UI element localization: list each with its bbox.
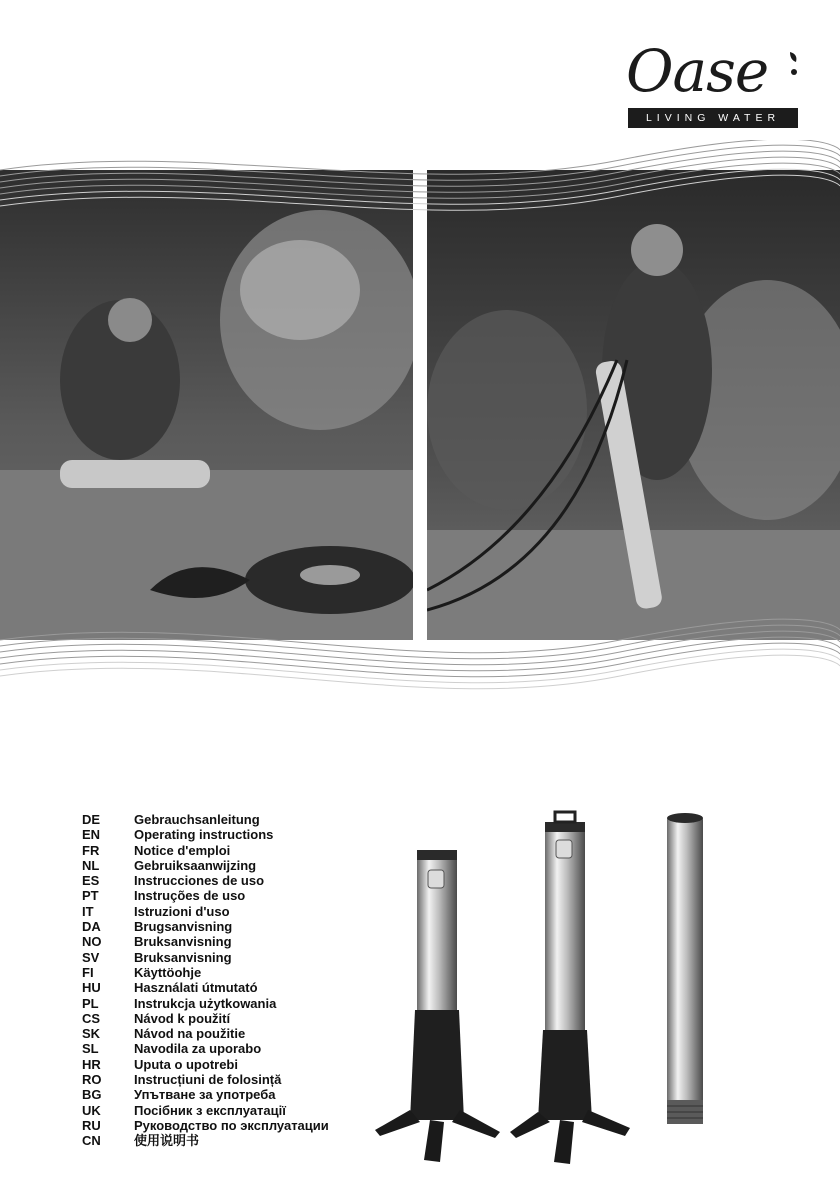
- language-row-es: [82, 873, 402, 888]
- language-code: CS: [82, 1010, 101, 1026]
- language-label: Notice d'emploi: [134, 842, 231, 858]
- language-code: SL: [82, 1041, 99, 1057]
- language-code: DE: [82, 812, 101, 827]
- language-row-nl: [82, 858, 402, 873]
- pump-illustrations: [360, 810, 720, 1170]
- language-row-no: [82, 934, 402, 949]
- language-label: Instrucțiuni de folosință: [134, 1072, 282, 1088]
- language-row-ru: [82, 1118, 402, 1133]
- language-code: BG: [82, 1087, 102, 1103]
- language-code: RO: [82, 1072, 102, 1088]
- language-label: Használati útmutató: [134, 980, 258, 996]
- language-label: Uputa o upotrebi: [134, 1056, 238, 1072]
- language-label: Руководство по эксплуатации: [134, 1117, 329, 1133]
- language-row-fr: [82, 843, 402, 858]
- language-row-da: [82, 919, 402, 934]
- language-label: Návod na použitie: [134, 1026, 246, 1042]
- language-row-de: [82, 812, 402, 827]
- language-label: Instrukcja użytkowania: [134, 995, 277, 1011]
- language-row-en: [82, 827, 402, 842]
- language-label: Bruksanvisning: [134, 934, 232, 950]
- language-label: Упътване за употреба: [134, 1087, 276, 1103]
- language-row-ro: [82, 1072, 402, 1087]
- language-code: SK: [82, 1026, 101, 1042]
- language-code: ES: [82, 873, 100, 889]
- language-row-cs: [82, 1011, 402, 1026]
- decorative-waves: [0, 140, 840, 710]
- language-code: NO: [82, 934, 102, 950]
- language-code: IT: [82, 903, 94, 919]
- language-label: Navodila za uporabo: [134, 1041, 262, 1057]
- language-row-pl: [82, 996, 402, 1011]
- language-row-hr: [82, 1057, 402, 1072]
- pump-tall-bare: [667, 813, 703, 1124]
- language-label: Gebruiksaanwijzing: [134, 857, 257, 873]
- language-code: FR: [82, 842, 100, 858]
- language-row-sl: [82, 1041, 402, 1056]
- language-code: HR: [82, 1056, 101, 1072]
- language-row-sv: [82, 950, 402, 965]
- language-label: Посібник з експлуатації: [134, 1102, 286, 1118]
- language-row-cn: [82, 1133, 402, 1148]
- language-row-sk: [82, 1026, 402, 1041]
- logo-tagline: LIVING WATER: [628, 108, 798, 128]
- language-label: Návod k použití: [134, 1010, 231, 1026]
- language-code: HU: [82, 980, 101, 996]
- language-label: Istruzioni d'uso: [134, 903, 230, 919]
- language-code: CN: [82, 1133, 101, 1149]
- language-code: UK: [82, 1102, 101, 1118]
- language-label: Gebrauchsanleitung: [134, 812, 260, 827]
- language-row-fi: [82, 965, 402, 980]
- language-row-it: [82, 904, 402, 919]
- language-row-uk: [82, 1103, 402, 1118]
- language-code: EN: [82, 827, 101, 843]
- logo-droplets-icon: [786, 50, 806, 80]
- language-label: Bruksanvisning: [134, 949, 232, 965]
- language-label: Brugsanvisning: [134, 919, 233, 935]
- language-row-hu: [82, 980, 402, 995]
- logo-wordmark: Oase: [626, 37, 769, 105]
- pump-short-with-stand: [375, 850, 500, 1162]
- language-row-bg: [82, 1087, 402, 1102]
- language-code: PT: [82, 888, 99, 904]
- language-code: NL: [82, 857, 100, 873]
- language-list: [82, 812, 402, 1149]
- language-label: Instruções de uso: [134, 888, 246, 904]
- language-row-pt: [82, 888, 402, 903]
- language-code: SV: [82, 949, 100, 965]
- language-label: Instrucciones de uso: [134, 873, 265, 889]
- language-label: Operating instructions: [134, 827, 274, 843]
- language-code: PL: [82, 995, 99, 1011]
- language-code: RU: [82, 1117, 101, 1133]
- language-label: 使用说明书: [134, 1133, 200, 1149]
- language-code: FI: [82, 964, 94, 980]
- language-label: Käyttöohje: [134, 964, 202, 980]
- pump-tall-with-stand: [510, 812, 630, 1164]
- language-code: DA: [82, 919, 101, 935]
